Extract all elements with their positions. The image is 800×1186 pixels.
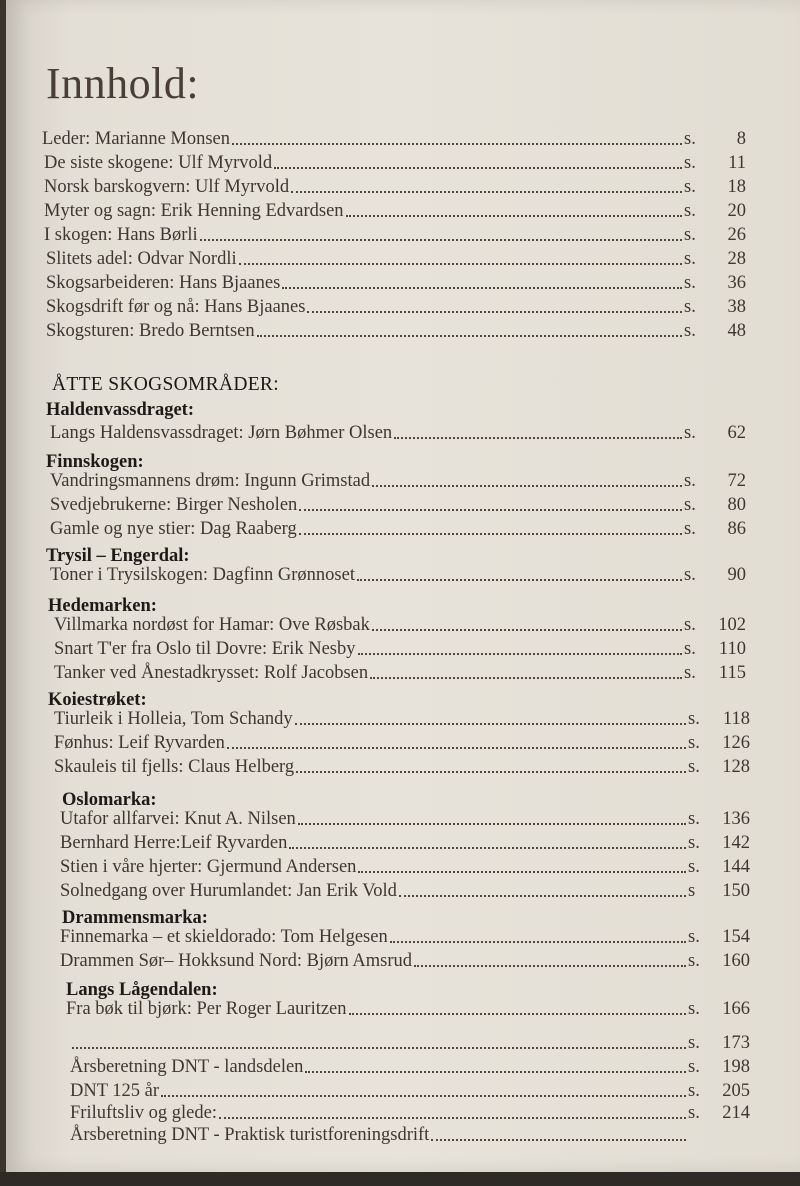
page-ref <box>688 1103 750 1124</box>
dot-leader <box>274 167 682 169</box>
page-number: 142 <box>722 833 750 853</box>
toc-entry <box>70 1030 750 1054</box>
page-prefix: s. <box>688 1033 700 1053</box>
page-number: 86 <box>727 519 746 539</box>
toc-entry <box>44 198 746 222</box>
toc-entry <box>46 294 746 318</box>
page-number: 115 <box>718 663 746 683</box>
page-ref <box>688 1081 750 1102</box>
entry-title: Finnemarka – et skieldorado: Tom Helgesen <box>60 927 388 947</box>
entry-title: Skogsturen: Bredo Berntsen <box>46 321 255 341</box>
dot-leader <box>227 747 686 749</box>
page-prefix: s. <box>688 733 700 753</box>
dot-leader <box>390 941 686 943</box>
page-ref <box>684 201 746 222</box>
page-ref <box>688 733 750 754</box>
toc-entry <box>60 878 750 902</box>
entry-title: Leder: Marianne Monsen <box>42 129 231 149</box>
toc-entry <box>60 924 750 948</box>
page-ref <box>684 249 746 270</box>
entry-title: Fra bøk til bjørk: Per Roger Lauritzen <box>66 999 347 1019</box>
toc-entry <box>50 516 746 540</box>
page-ref <box>684 273 746 294</box>
page-ref <box>688 999 750 1020</box>
entry-title: Skogsarbeideren: Hans Bjaanes <box>46 273 281 293</box>
page-ref <box>684 129 746 150</box>
dot-leader <box>305 1071 686 1073</box>
toc-entry <box>44 150 746 174</box>
area-heading: Langs Lågendalen: <box>66 980 218 1000</box>
toc-entry <box>54 660 746 684</box>
page-number: 48 <box>727 321 746 341</box>
page-number: 26 <box>727 225 746 245</box>
entry-title: Årsberetning DNT - Praktisk turistforeningsdrift <box>70 1125 430 1145</box>
page-number: 20 <box>727 201 746 221</box>
page-ref <box>688 857 750 878</box>
toc-entry <box>54 730 750 754</box>
dot-leader <box>299 533 682 535</box>
page-prefix: s. <box>688 809 700 829</box>
page-number: 38 <box>727 297 746 317</box>
page-number: 62 <box>727 423 746 443</box>
page-number: 11 <box>728 153 746 173</box>
page-prefix: s. <box>684 639 696 659</box>
entry-title: Friluftsliv og glede: <box>70 1103 217 1123</box>
dot-leader <box>289 847 686 849</box>
page-prefix: s <box>688 881 696 901</box>
toc-entry <box>70 1122 750 1146</box>
page-number: 198 <box>722 1057 750 1077</box>
page-number: 205 <box>722 1081 750 1101</box>
dot-leader <box>346 215 682 217</box>
page-number: 214 <box>722 1103 750 1123</box>
toc-entry <box>60 948 750 972</box>
dot-leader <box>357 579 682 581</box>
page-ref <box>684 519 746 540</box>
entry-title: Årsberetning DNT - landsdelen <box>70 1057 304 1077</box>
toc-entry <box>54 636 746 660</box>
page-ref <box>688 757 750 778</box>
dot-leader <box>399 895 686 897</box>
entry-title: Toner i Trysilskogen: Dagfinn Grønnoset <box>50 565 355 585</box>
dot-leader <box>257 335 682 337</box>
page-prefix: s. <box>684 297 696 317</box>
dot-leader <box>349 1013 686 1015</box>
page-prefix: s. <box>684 129 696 149</box>
page-prefix: s. <box>688 999 700 1019</box>
page-number: 128 <box>722 757 750 777</box>
page-number: 80 <box>727 495 746 515</box>
toc-entry <box>70 1054 750 1078</box>
page-number: 160 <box>722 951 750 971</box>
page-ref <box>688 927 750 948</box>
section-title: ÅTTE SKOGSOMRÅDER: <box>52 374 279 395</box>
toc-entry <box>44 174 746 198</box>
entry-title: DNT 125 år <box>70 1081 160 1101</box>
toc-entry <box>54 706 750 730</box>
toc-entry <box>42 126 746 150</box>
page-prefix: s. <box>684 495 696 515</box>
area-heading: Haldenvassdraget: <box>46 400 194 420</box>
page-ref <box>688 709 750 730</box>
entry-title: Svedjebrukerne: Birger Nesholen <box>50 495 298 515</box>
page-prefix: s. <box>688 857 700 877</box>
page-prefix: s. <box>688 951 700 971</box>
page-prefix: s. <box>688 1103 700 1123</box>
toc-entry <box>50 468 746 492</box>
dot-leader <box>307 311 682 313</box>
page-number: 150 <box>722 881 750 901</box>
area-heading: Drammensmarka: <box>62 908 208 928</box>
page-number: 126 <box>722 733 750 753</box>
entry-title: Utafor allfarvei: Knut A. Nilsen <box>60 809 296 829</box>
page-ref <box>688 951 750 972</box>
page-prefix: s. <box>684 249 696 269</box>
page-prefix: s. <box>684 423 696 443</box>
page-prefix: s. <box>684 225 696 245</box>
toc-entry <box>50 492 746 516</box>
toc-entry <box>70 1078 750 1102</box>
page-prefix: s. <box>684 565 696 585</box>
dot-leader <box>299 509 682 511</box>
toc-entry <box>44 222 746 246</box>
page-ref <box>688 1033 750 1054</box>
page-prefix: s. <box>684 471 696 491</box>
toc-entry <box>54 754 750 778</box>
entry-title: Fønhus: Leif Ryvarden <box>54 733 225 753</box>
dot-leader <box>431 1139 686 1141</box>
dot-leader <box>291 191 682 193</box>
page-ref <box>684 297 746 318</box>
dot-leader <box>394 437 682 439</box>
dot-leader <box>298 823 686 825</box>
page-prefix: s. <box>684 177 696 197</box>
book-page <box>6 0 800 1172</box>
page-prefix: s. <box>684 273 696 293</box>
page-number: 144 <box>722 857 750 877</box>
dot-leader <box>370 677 682 679</box>
page-ref <box>688 1057 750 1078</box>
entry-title: Slitets adel: Odvar Nordli <box>46 249 237 269</box>
page-ref <box>688 881 750 902</box>
page-number: 28 <box>727 249 746 269</box>
toc-entry <box>70 1100 750 1124</box>
entry-title: Langs Haldensvassdraget: Jørn Bøhmer Olsen <box>50 423 393 443</box>
entry-title: Skauleis til fjells: Claus Helberg <box>54 757 295 777</box>
page-number: 72 <box>727 471 746 491</box>
area-heading: Trysil – Engerdal: <box>46 546 190 566</box>
dot-leader <box>295 723 686 725</box>
page-prefix: s. <box>684 201 696 221</box>
dot-leader <box>200 239 682 241</box>
page-ref <box>684 321 746 342</box>
page-ref <box>684 495 746 516</box>
entry-title: Gamle og nye stier: Dag Raaberg <box>50 519 297 539</box>
area-heading: Oslomarka: <box>62 790 157 810</box>
page-prefix: s. <box>684 519 696 539</box>
toc-entry <box>50 562 746 586</box>
dot-leader <box>239 263 682 265</box>
entry-title: Drammen Sør– Hokksund Nord: Bjørn Amsrud <box>60 951 412 971</box>
entry-title: De siste skogene: Ulf Myrvold <box>44 153 273 173</box>
page-number: 166 <box>722 999 750 1019</box>
page-ref <box>684 639 746 660</box>
page-prefix: s. <box>688 833 700 853</box>
toc-entry <box>46 270 746 294</box>
entry-title: Skogsdrift før og nå: Hans Bjaanes <box>46 297 306 317</box>
page-prefix: s. <box>688 1057 700 1077</box>
dot-leader <box>161 1095 686 1097</box>
entry-title: I skogen: Hans Børli <box>44 225 198 245</box>
toc-entry <box>60 854 750 878</box>
entry-title: Tiurleik i Holleia, Tom Schandy <box>54 709 293 729</box>
page-number: 36 <box>727 273 746 293</box>
dot-leader <box>296 771 686 773</box>
page-ref <box>684 615 746 636</box>
page-ref <box>684 177 746 198</box>
page-prefix: s. <box>688 1081 700 1101</box>
toc-entry <box>66 996 750 1020</box>
entry-title: Tanker ved Ånestadkrysset: Rolf Jacobsen <box>54 663 369 683</box>
dot-leader <box>282 287 682 289</box>
page-number: 18 <box>727 177 746 197</box>
dot-leader <box>358 653 683 655</box>
dot-leader <box>372 485 682 487</box>
entry-title: Stien i våre hjerter: Gjermund Andersen <box>60 857 357 877</box>
page-number: 90 <box>727 565 746 585</box>
dot-leader <box>219 1117 686 1119</box>
page-ref <box>684 663 746 684</box>
entry-title: Snart T'er fra Oslo til Dovre: Erik Nesby <box>54 639 356 659</box>
dot-leader <box>358 871 686 873</box>
toc-entry <box>46 318 746 342</box>
page-number: 110 <box>718 639 746 659</box>
table-of-contents <box>6 0 800 1172</box>
page-prefix: s. <box>688 927 700 947</box>
entry-title: Solnedgang over Hurumlandet: Jan Erik Vold <box>60 881 397 901</box>
dot-leader <box>372 629 682 631</box>
area-heading: Koiestrøket: <box>48 690 147 710</box>
page-number: 102 <box>718 615 746 635</box>
page-prefix: s. <box>684 153 696 173</box>
page-prefix: s. <box>688 757 700 777</box>
page-prefix: s. <box>688 709 700 729</box>
page-ref <box>688 833 750 854</box>
page-ref <box>688 809 750 830</box>
entry-title: Vandringsmannens drøm: Ingunn Grimstad <box>50 471 371 491</box>
page-ref <box>684 225 746 246</box>
page-ref <box>684 153 746 174</box>
toc-entry <box>46 246 746 270</box>
entry-title: Myter og sagn: Erik Henning Edvardsen <box>44 201 344 221</box>
area-heading: Finnskogen: <box>46 452 144 472</box>
toc-entry <box>54 612 746 636</box>
area-heading: Hedemarken: <box>48 596 157 616</box>
dot-leader <box>414 965 686 967</box>
page-number: 8 <box>736 129 746 149</box>
page-number: 154 <box>722 927 750 947</box>
entry-title: Villmarka nordøst for Hamar: Ove Røsbak <box>54 615 370 635</box>
page-title: Innhold: <box>46 59 200 108</box>
page-prefix: s. <box>684 615 696 635</box>
page-number: 118 <box>722 709 750 729</box>
toc-entry <box>60 830 750 854</box>
page-ref <box>684 423 746 444</box>
entry-title: Norsk barskogvern: Ulf Myrvold <box>44 177 290 197</box>
page-ref <box>684 471 746 492</box>
page-prefix: s. <box>684 663 696 683</box>
page-prefix: s. <box>684 321 696 341</box>
page-number: 136 <box>722 809 750 829</box>
dot-leader <box>72 1047 686 1049</box>
page-number: 173 <box>722 1033 750 1053</box>
dot-leader <box>232 143 682 145</box>
toc-entry <box>50 420 746 444</box>
page-ref <box>684 565 746 586</box>
page-bottom-edge <box>0 1172 800 1186</box>
entry-title: Bernhard Herre:Leif Ryvarden <box>60 833 288 853</box>
toc-entry <box>60 806 750 830</box>
